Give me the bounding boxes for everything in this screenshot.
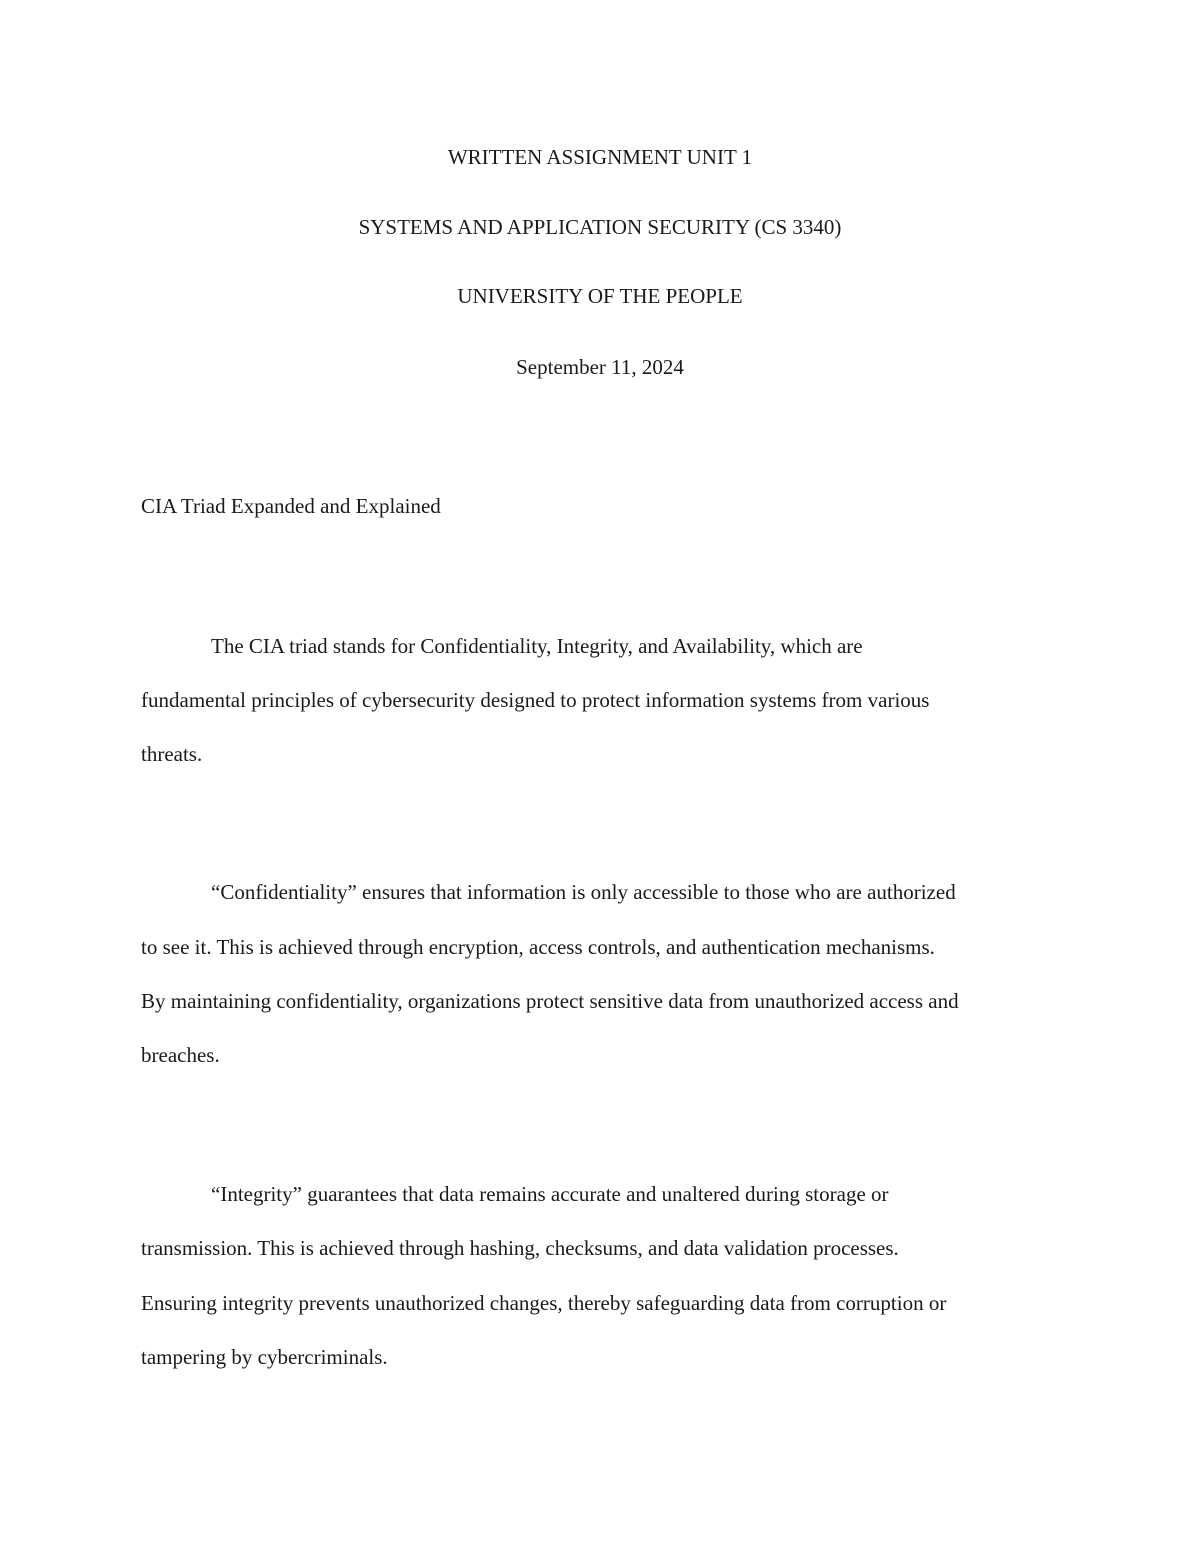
paragraph-line: “Confidentiality” ensures that information is only accessible to those who are authorized <box>211 880 956 904</box>
university-name: UNIVERSITY OF THE PEOPLE <box>457 284 743 308</box>
course-title: SYSTEMS AND APPLICATION SECURITY (CS 3340) <box>358 215 842 239</box>
paragraph-line: fundamental principles of cybersecurity designed to protect information systems from various <box>141 688 930 712</box>
paragraph-line: transmission. This is achieved through hashing, checksums, and data validation processes. <box>141 1236 899 1260</box>
section-heading: CIA Triad Expanded and Explained <box>141 494 441 518</box>
paragraph-line: breaches. <box>141 1043 220 1067</box>
assignment-title: WRITTEN ASSIGNMENT UNIT 1 <box>447 145 753 169</box>
paragraph-line: By maintaining confidentiality, organizations protect sensitive data from unauthorized access and <box>141 989 959 1013</box>
paragraph-line: The CIA triad stands for Confidentiality, Integrity, and Availability, which are <box>211 634 863 658</box>
paragraph-line: to see it. This is achieved through encryption, access controls, and authentication mechanisms. <box>141 935 935 959</box>
paragraph-line: Ensuring integrity prevents unauthorized changes, thereby safeguarding data from corruption or <box>141 1291 947 1315</box>
document-date: September 11, 2024 <box>516 355 684 379</box>
paragraph-line: tampering by cybercriminals. <box>141 1345 388 1369</box>
paragraph-line: “Integrity” guarantees that data remains accurate and unaltered during storage or <box>211 1182 889 1206</box>
paragraph-line: threats. <box>141 742 203 766</box>
